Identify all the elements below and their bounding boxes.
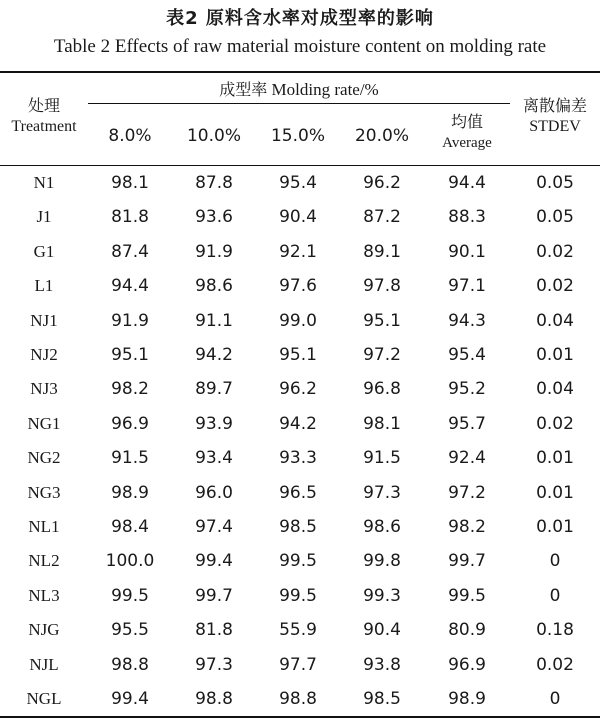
average-cell: 97.1: [448, 276, 486, 297]
molding-rate-header-cn: 成型率: [219, 80, 268, 99]
moisture-10-cell: 87.8: [195, 173, 233, 193]
moisture-20-cell: 91.5: [363, 448, 401, 469]
treatment-cell: NL3: [28, 585, 60, 605]
stdev-cell: 0.02: [536, 654, 574, 675]
moisture-10-cell: 93.9: [195, 413, 233, 434]
moisture-15-cell: 96.5: [279, 482, 317, 503]
treatment-cell: J1: [36, 207, 52, 227]
stdev-cell: 0.01: [536, 482, 574, 503]
moisture-10-cell: 94.2: [195, 345, 233, 365]
moisture-10-cell: 96.0: [195, 482, 233, 503]
moisture-8-cell: 95.5: [111, 620, 149, 641]
moisture-20-cell: 93.8: [363, 654, 401, 675]
moisture-20-cell: 96.2: [363, 173, 401, 193]
bottom-rule: [0, 716, 600, 718]
table-row: [0, 579, 600, 613]
treatment-cell: NG3: [27, 482, 61, 502]
stdev-cell: 0.04: [536, 379, 574, 400]
moisture-8-cell: 98.2: [111, 379, 149, 400]
moisture-8-cell: 94.4: [111, 276, 149, 297]
stdev-header-cn: 离散偏差: [522, 96, 587, 115]
table-row: [0, 372, 600, 406]
moisture-15-cell: 97.7: [279, 654, 317, 675]
average-cell: 95.4: [448, 345, 486, 365]
moisture-20-cell: 97.2: [363, 345, 401, 365]
moisture-20-cell: 98.6: [363, 517, 401, 537]
moisture-8-cell: 91.5: [111, 448, 149, 469]
average-cell: 96.9: [448, 654, 486, 675]
table-title-en: Table 2 Effects of raw material moisture content on molding rate: [53, 36, 547, 57]
moisture-8-cell: 95.1: [111, 345, 149, 365]
treatment-cell: NJ3: [30, 379, 58, 399]
treatment-cell: NG2: [27, 448, 61, 468]
moisture-20-cell: 97.8: [363, 276, 401, 297]
moisture-15-cell: 95.4: [279, 173, 317, 193]
average-cell: 98.9: [448, 689, 486, 709]
moisture-15-cell: 99.5: [279, 585, 317, 606]
treatment-cell: NGL: [26, 689, 62, 708]
stdev-cell: 0.01: [536, 517, 574, 537]
moisture-20-cell: 98.5: [363, 689, 401, 709]
moisture-10-cell: 93.4: [195, 448, 233, 469]
moisture-10-cell: 99.4: [195, 551, 233, 572]
molding-rate-group-header: [88, 77, 510, 100]
molding-rate-header-en: Molding rate/%: [271, 80, 379, 99]
table-row: [0, 338, 600, 372]
moisture-10-cell: 91.1: [195, 310, 233, 331]
moisture-8-cell: 91.9: [111, 310, 149, 331]
moisture-10-cell: 93.6: [195, 207, 233, 228]
treatment-cell: NL2: [28, 551, 60, 571]
table-row: [0, 476, 600, 510]
moisture-15-cell: 95.1: [279, 345, 317, 365]
moisture-10-cell: 97.4: [195, 517, 233, 537]
average-cell: 99.7: [448, 551, 486, 572]
stdev-cell: 0.02: [536, 241, 574, 262]
moisture-10-cell: 98.6: [195, 276, 233, 297]
moisture-8-cell: 98.1: [111, 173, 149, 193]
treatment-cell: NG1: [27, 413, 61, 433]
table-row: [0, 648, 600, 682]
moisture-15-cell: 97.6: [279, 276, 317, 297]
table-row: [0, 166, 600, 200]
top-rule: [0, 71, 600, 73]
moisture-8-header: 8.0%: [108, 126, 152, 146]
moisture-15-cell: 90.4: [279, 207, 317, 228]
average-cell: 94.3: [448, 310, 486, 331]
moisture-20-cell: 96.8: [363, 379, 401, 400]
stdev-cell: 0.02: [536, 276, 574, 297]
table-row: [0, 304, 600, 338]
average-cell: 99.5: [448, 585, 486, 606]
moisture-20-cell: 95.1: [363, 310, 401, 331]
moisture-10-cell: 89.7: [195, 379, 233, 400]
moisture-15-cell: 99.0: [279, 310, 317, 331]
treatment-cell: NJ2: [30, 345, 58, 364]
average-cell: 92.4: [448, 448, 486, 469]
stdev-cell: 0.02: [536, 413, 574, 434]
moisture-15-header: 15.0%: [270, 126, 325, 146]
average-cell: 80.9: [448, 620, 486, 641]
average-cell: 94.4: [448, 173, 486, 193]
moisture-20-cell: 99.3: [363, 585, 401, 606]
moisture-8-cell: 96.9: [111, 413, 149, 434]
moisture-15-cell: 92.1: [279, 241, 317, 262]
average-cell: 88.3: [448, 207, 486, 228]
average-header-en: Average: [442, 135, 492, 151]
stdev-cell: 0: [549, 585, 561, 606]
table-row: [0, 407, 600, 441]
table-row: [0, 269, 600, 303]
average-cell: 97.2: [448, 482, 486, 503]
table-row: [0, 441, 600, 475]
treatment-cell: NJ1: [30, 310, 58, 330]
average-cell: 90.1: [448, 241, 486, 262]
moisture-8-cell: 99.5: [111, 585, 149, 606]
average-cell: 95.2: [448, 379, 486, 400]
moisture-8-cell: 81.8: [111, 207, 149, 228]
stdev-cell: 0.05: [536, 173, 574, 193]
stdev-cell: 0.01: [536, 448, 574, 469]
treatment-cell: G1: [33, 241, 55, 261]
table-row: [0, 613, 600, 647]
moisture-10-cell: 97.3: [195, 654, 233, 675]
moisture-15-cell: 55.9: [279, 620, 317, 641]
average-header-cn: 均值: [450, 112, 483, 131]
stdev-cell: 0.01: [536, 345, 574, 365]
treatment-cell: NJL: [29, 654, 59, 674]
treatment-cell: N1: [33, 173, 55, 192]
average-header: [424, 112, 510, 154]
moisture-8-cell: 98.9: [111, 482, 149, 503]
stdev-header-en: STDEV: [529, 118, 581, 135]
moisture-15-cell: 98.8: [279, 689, 317, 709]
table-row: [0, 200, 600, 234]
moisture-15-cell: 99.5: [279, 551, 317, 572]
treatment-header-en: Treatment: [11, 118, 77, 135]
treatment-cell: NJG: [28, 620, 60, 640]
average-cell: 98.2: [448, 517, 486, 537]
moisture-10-cell: 81.8: [195, 620, 233, 641]
moisture-15-cell: 96.2: [279, 379, 317, 400]
moisture-20-cell: 90.4: [363, 620, 401, 641]
stdev-cell: 0.18: [536, 620, 574, 641]
stdev-cell: 0.05: [536, 207, 574, 228]
table-row: [0, 544, 600, 578]
treatment-header: [0, 96, 88, 138]
moisture-15-cell: 93.3: [279, 448, 317, 469]
table-row: [0, 682, 600, 716]
moisture-20-cell: 99.8: [363, 551, 401, 572]
moisture-15-cell: 98.5: [279, 517, 317, 537]
moisture-8-cell: 87.4: [111, 241, 149, 262]
table-title-cn: 表2 原料含水率对成型率的影响: [166, 8, 434, 29]
moisture-10-header: 10.0%: [186, 126, 241, 146]
treatment-cell: NL1: [28, 517, 60, 536]
average-cell: 95.7: [448, 413, 486, 434]
stdev-cell: 0.04: [536, 310, 574, 331]
moisture-8-cell: 98.8: [111, 654, 149, 675]
moisture-10-cell: 91.9: [195, 241, 233, 262]
moisture-10-cell: 98.8: [195, 689, 233, 709]
moisture-10-cell: 99.7: [195, 585, 233, 606]
moisture-20-header: 20.0%: [354, 126, 409, 146]
stdev-header: [510, 96, 600, 138]
moisture-20-cell: 98.1: [363, 413, 401, 434]
moisture-8-cell: 98.4: [111, 517, 149, 537]
moisture-8-cell: 99.4: [111, 689, 149, 709]
treatment-cell: L1: [34, 276, 54, 296]
stdev-cell: 0: [549, 689, 561, 709]
moisture-20-cell: 87.2: [363, 207, 401, 228]
moisture-20-cell: 97.3: [363, 482, 401, 503]
moisture-8-cell: 100.0: [105, 551, 155, 572]
table-row: [0, 235, 600, 269]
moisture-20-cell: 89.1: [363, 241, 401, 262]
table-row: [0, 510, 600, 544]
moisture-15-cell: 94.2: [279, 413, 317, 434]
treatment-header-cn: 处理: [27, 96, 60, 115]
group-header-rule: [88, 103, 510, 104]
stdev-cell: 0: [549, 551, 561, 572]
